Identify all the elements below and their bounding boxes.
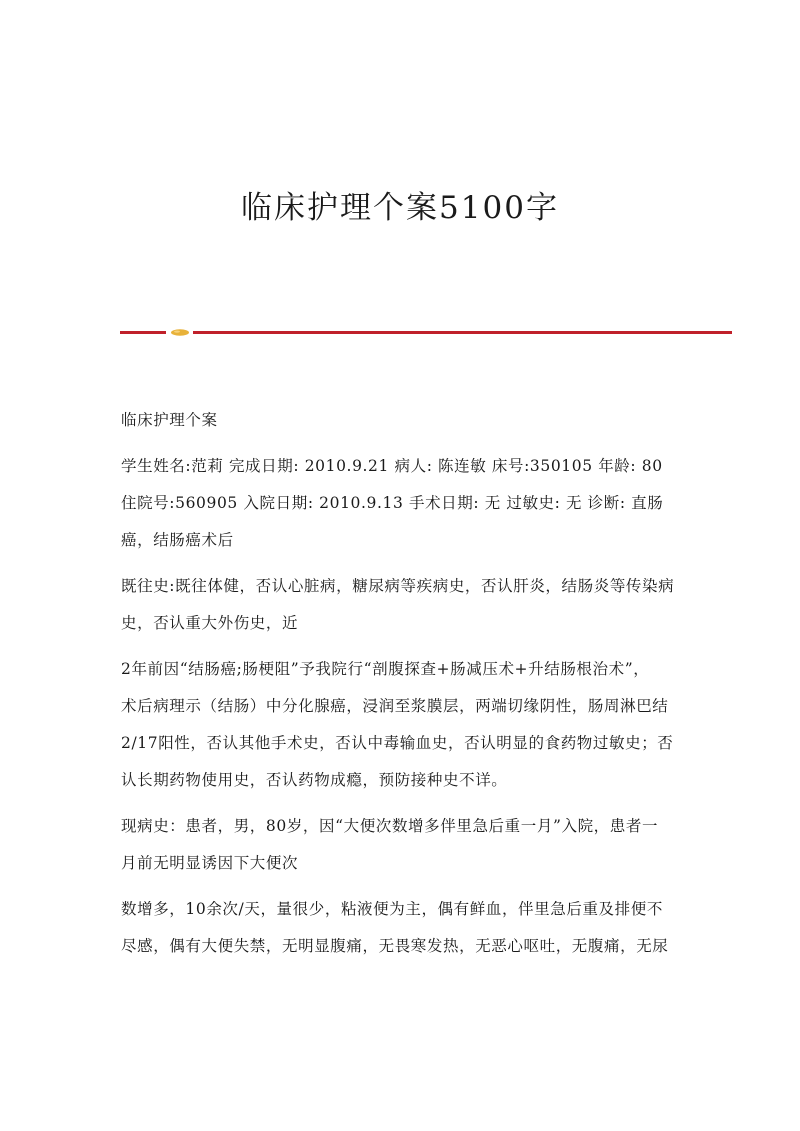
text-line: 尽感，偶有大便失禁，无明显腹痛，无畏寒发热，无恶心呕吐，无腹痛，无尿 [121,937,669,955]
paragraph [121,808,681,882]
document-body [121,402,681,974]
divider-ornament-icon [170,328,190,337]
divider-line-right [193,331,732,334]
paragraph [121,568,681,642]
text-line: 学生姓名:范莉 完成日期: 2010.9.21 病人: 陈连敏 床号:350105 年龄: 80 [121,457,663,475]
paragraph [121,448,681,559]
paragraph [121,651,681,799]
paragraph [121,402,681,439]
text-line: 数增多，10余次/天，量很少，粘液便为主，偶有鲜血，伴里急后重及排便不 [121,900,663,918]
title-divider [120,328,732,338]
text-line: 月前无明显诱因下大便次 [121,854,299,872]
text-line: 临床护理个案 [121,411,218,429]
text-line: 认长期药物使用史，否认药物成瘾，预防接种史不详。 [121,771,508,789]
text-line: 2年前因“结肠癌;肠梗阻”予我院行“剖腹探查+肠减压术+升结肠根治术”， [121,660,650,678]
text-line: 2/17阳性，否认其他手术史，否认中毒输血史，否认明显的食药物过敏史；否 [121,734,674,752]
text-line: 既往史:既往体健，否认心脏病，糖尿病等疾病史，否认肝炎，结肠炎等传染病 [121,577,675,595]
page-title: 临床护理个案5100字 [241,190,559,226]
divider-line-left [120,331,166,334]
text-line: 现病史：患者，男，80岁，因“大便次数增多伴里急后重一月”入院，患者一 [121,817,659,835]
text-line: 术后病理示（结肠）中分化腺癌，浸润至浆膜层，两端切缘阴性，肠周淋巴结 [121,697,669,715]
text-line: 住院号:560905 入院日期: 2010.9.13 手术日期: 无 过敏史: 无 诊断: 直肠 [121,494,664,512]
paragraph [121,891,681,965]
text-line: 史，否认重大外伤史，近 [121,614,299,632]
text-line: 癌，结肠癌术后 [121,531,234,549]
